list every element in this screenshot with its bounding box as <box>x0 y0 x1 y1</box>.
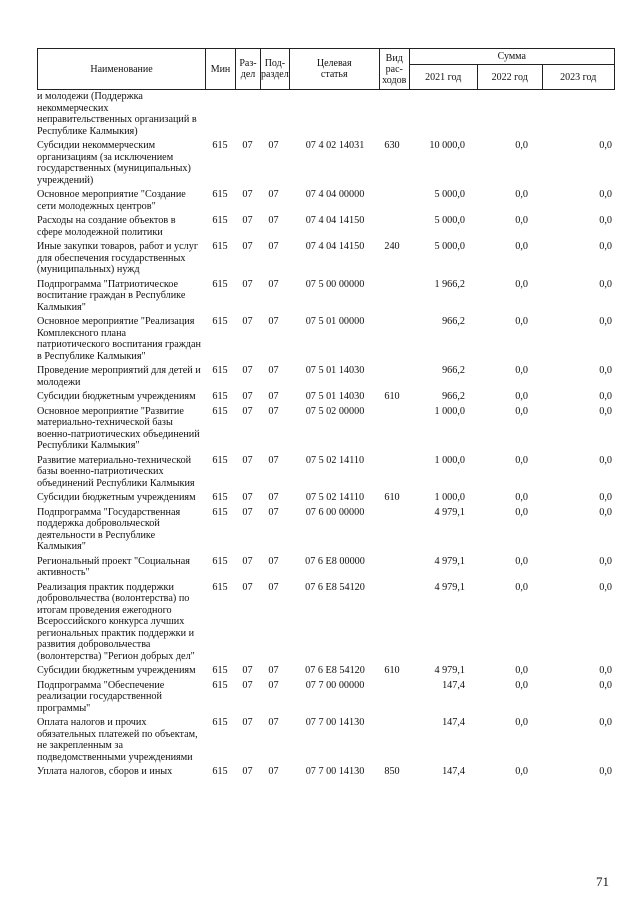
row-name: Подпрограмма "Обеспечение реализации государственной программы" <box>37 679 165 714</box>
row-razdel: 07 <box>242 506 253 518</box>
row-2022: 0,0 <box>515 405 528 417</box>
row-2022: 0,0 <box>515 215 528 226</box>
row-vr <box>377 717 407 763</box>
row-cs: 07 4 04 14150 <box>305 241 365 252</box>
row-2023: 0,0 <box>599 391 612 402</box>
row-min: 615 <box>212 679 228 691</box>
header-razdel: Раз- дел <box>236 49 261 90</box>
row-podrazdel: 07 <box>268 454 279 466</box>
row-min: 615 <box>212 391 228 402</box>
row-cs: 07 6 E8 00000 <box>305 555 365 567</box>
table-row <box>37 680 612 715</box>
row-name: Региональный проект "Социальная активность" <box>37 555 190 578</box>
table-row <box>37 717 612 763</box>
row-name: Реализация практик поддержки добровольчества (волонтерства) по итогам проведения ежегодного Всероссийского конкурса лучших региональных практик поддержки и развития добровольчества (волонтерства) "Регион добрых дел" <box>37 581 195 662</box>
row-2022: 0,0 <box>515 316 528 327</box>
row-podrazdel: 07 <box>268 241 279 252</box>
row-razdel: 07 <box>242 665 253 676</box>
row-name: Развитие материально-технической базы военно-патриотических объединений Республики Калмыкия <box>37 454 195 489</box>
row-2021: 10 000,0 <box>429 140 465 151</box>
row-2023: 0,0 <box>599 555 612 567</box>
header-2021: 2021 год <box>409 65 477 90</box>
row-razdel: 07 <box>242 555 253 567</box>
page-number: 71 <box>596 874 609 889</box>
row-name: и молодежи (Поддержка некоммерческих неправительственных организаций в Республике Калмыкия) <box>37 91 197 137</box>
row-cs: 07 5 02 14110 <box>305 492 365 503</box>
row-podrazdel: 07 <box>268 581 279 593</box>
row-2022: 0,0 <box>515 555 528 567</box>
row-name: Подпрограмма "Патриотическое воспитание граждан в Республике Калмыкия" <box>37 278 186 313</box>
row-min: 615 <box>212 492 228 503</box>
row-vr <box>377 507 407 553</box>
row-razdel: 07 <box>242 316 253 327</box>
row-2022: 0,0 <box>515 766 528 777</box>
row-2022: 0,0 <box>515 717 528 728</box>
row-razdel: 07 <box>242 140 253 151</box>
header-2022: 2022 год <box>477 65 542 90</box>
row-vr: 630 <box>384 140 400 151</box>
row-razdel: 07 <box>242 454 253 466</box>
row-2022: 0,0 <box>515 278 528 290</box>
row-2022: 0,0 <box>515 665 528 676</box>
row-vr: 850 <box>384 766 400 777</box>
row-vr: 610 <box>384 492 400 503</box>
row-name: Расходы на создание объектов в сфере молодежной политики <box>37 215 176 238</box>
row-2022: 0,0 <box>515 140 528 151</box>
row-min: 615 <box>212 278 228 290</box>
row-vr: 610 <box>384 391 400 402</box>
row-cs: 07 7 00 14130 <box>305 766 365 777</box>
row-podrazdel: 07 <box>268 766 279 777</box>
row-2023: 0,0 <box>599 581 612 593</box>
row-vr <box>377 279 407 314</box>
row-2023 <box>540 91 612 137</box>
row-min: 615 <box>212 766 228 777</box>
table-row <box>37 279 612 314</box>
row-2021: 147,4 <box>442 766 465 777</box>
row-name: Основное мероприятие "Реализация Комплексного плана патриотического воспитания граждан в Республике Калмыкия" <box>37 316 201 362</box>
row-podrazdel: 07 <box>268 189 279 200</box>
table-row <box>37 582 612 663</box>
row-vr <box>377 406 407 452</box>
row-razdel: 07 <box>242 766 253 777</box>
row-podrazdel: 07 <box>268 679 279 691</box>
row-2021: 5 000,0 <box>434 241 465 252</box>
row-2022: 0,0 <box>515 241 528 252</box>
row-vr: 610 <box>384 665 400 676</box>
table-row <box>37 391 612 403</box>
row-2021: 5 000,0 <box>434 215 465 226</box>
row-cs: 07 6 00 00000 <box>305 506 365 518</box>
table-row <box>37 455 612 490</box>
row-cs: 07 4 04 00000 <box>305 189 365 200</box>
row-name: Субсидии бюджетным учреждениям <box>37 665 196 676</box>
row-name: Иные закупки товаров, работ и услуг для обеспечения государственных (муниципальных) нужд <box>37 241 198 275</box>
row-2023: 0,0 <box>599 679 612 691</box>
row-cs: 07 5 00 00000 <box>305 278 365 290</box>
table-header <box>37 48 615 90</box>
row-min: 615 <box>212 506 228 518</box>
row-2023: 0,0 <box>599 215 612 226</box>
table-row <box>37 91 612 137</box>
row-min: 615 <box>212 717 228 728</box>
row-2022: 0,0 <box>515 492 528 503</box>
row-name: Подпрограмма "Государственная поддержка добровольческой деятельности в Республике Калмыкия" <box>37 506 181 552</box>
row-2021: 966,2 <box>442 391 465 402</box>
row-vr <box>377 365 407 388</box>
row-podrazdel: 07 <box>268 506 279 518</box>
row-2023: 0,0 <box>599 189 612 200</box>
row-vr <box>377 556 407 579</box>
row-podrazdel: 07 <box>268 391 279 402</box>
row-name: Основное мероприятие "Создание сети молодежных центров" <box>37 189 186 212</box>
row-podrazdel: 07 <box>268 140 279 151</box>
row-2022: 0,0 <box>515 189 528 200</box>
table-row <box>37 406 612 452</box>
row-2023: 0,0 <box>599 365 612 376</box>
row-razdel: 07 <box>242 278 253 290</box>
row-podrazdel: 07 <box>268 365 279 376</box>
row-name: Субсидии бюджетным учреждениям <box>37 492 196 503</box>
table-body <box>37 91 612 778</box>
row-2022: 0,0 <box>515 365 528 376</box>
row-2022: 0,0 <box>515 581 528 593</box>
row-2021: 1 966,2 <box>434 278 465 290</box>
row-vr <box>377 582 407 663</box>
row-cs: 07 7 00 00000 <box>305 679 365 691</box>
row-cs: 07 5 01 14030 <box>305 391 365 402</box>
row-cs: 07 5 02 00000 <box>305 405 365 417</box>
row-podrazdel: 07 <box>268 278 279 290</box>
row-2021: 147,4 <box>442 717 465 728</box>
header-2023: 2023 год <box>542 65 614 90</box>
row-2022: 0,0 <box>515 506 528 518</box>
row-podrazdel: 07 <box>268 405 279 417</box>
row-2021: 1 000,0 <box>434 492 465 503</box>
row-min: 615 <box>212 215 228 226</box>
row-2021: 147,4 <box>442 679 465 691</box>
row-vr <box>377 189 407 212</box>
row-2023: 0,0 <box>599 492 612 503</box>
table-row <box>37 189 612 212</box>
row-podrazdel <box>260 91 287 137</box>
table-row <box>37 316 612 362</box>
row-name: Проведение мероприятий для детей и молодежи <box>37 365 201 388</box>
row-2023: 0,0 <box>599 717 612 728</box>
header-min: Мин <box>206 49 236 90</box>
row-cs <box>287 91 377 137</box>
row-name: Основное мероприятие "Развитие материально-технической базы военно-патриотических объединений Республики Калмыкия" <box>37 405 200 451</box>
row-vr <box>377 215 407 238</box>
row-razdel: 07 <box>242 492 253 503</box>
row-razdel <box>235 91 260 137</box>
row-podrazdel: 07 <box>268 316 279 327</box>
row-cs: 07 4 02 14031 <box>305 140 365 151</box>
row-min: 615 <box>212 665 228 676</box>
row-razdel: 07 <box>242 365 253 376</box>
header-cs: Целевая статья <box>289 49 379 90</box>
row-2023: 0,0 <box>599 665 612 676</box>
row-2023: 0,0 <box>599 506 612 518</box>
row-cs: 07 6 E8 54120 <box>305 581 365 593</box>
row-2023: 0,0 <box>599 278 612 290</box>
row-2023: 0,0 <box>599 316 612 327</box>
row-min: 615 <box>212 365 228 376</box>
row-2023: 0,0 <box>599 405 612 417</box>
row-name: Субсидии бюджетным учреждениям <box>37 391 196 402</box>
header-summa: Сумма <box>409 49 614 65</box>
row-vr <box>377 91 407 137</box>
row-2021: 5 000,0 <box>434 189 465 200</box>
table-row <box>37 365 612 388</box>
row-name: Субсидии некоммерческим организациям (за исключением государственных (муниципальных) учреждений) <box>37 140 191 186</box>
table-row <box>37 665 612 677</box>
row-min: 615 <box>212 555 228 567</box>
row-cs: 07 5 01 00000 <box>305 316 365 327</box>
row-razdel: 07 <box>242 405 253 417</box>
row-cs: 07 5 02 14110 <box>305 454 365 466</box>
row-cs: 07 6 E8 54120 <box>305 665 365 676</box>
row-2023: 0,0 <box>599 241 612 252</box>
row-min: 615 <box>212 241 228 252</box>
row-2023: 0,0 <box>599 766 612 777</box>
row-podrazdel: 07 <box>268 492 279 503</box>
row-razdel: 07 <box>242 581 253 593</box>
row-razdel: 07 <box>242 679 253 691</box>
row-razdel: 07 <box>242 717 253 728</box>
row-razdel: 07 <box>242 391 253 402</box>
row-2022: 0,0 <box>515 679 528 691</box>
row-2022: 0,0 <box>515 391 528 402</box>
row-vr <box>377 680 407 715</box>
table-row <box>37 492 612 504</box>
row-2021: 4 979,1 <box>434 665 465 676</box>
row-2021: 4 979,1 <box>434 581 465 593</box>
row-2023: 0,0 <box>599 454 612 466</box>
table-row <box>37 241 612 276</box>
row-name: Оплата налогов и прочих обязательных платежей по объектам, не закрепленным за подведомственными учреждениями <box>37 717 198 763</box>
row-2023: 0,0 <box>599 140 612 151</box>
row-cs: 07 4 04 14150 <box>305 215 365 226</box>
row-podrazdel: 07 <box>268 717 279 728</box>
row-razdel: 07 <box>242 241 253 252</box>
row-cs: 07 5 01 14030 <box>305 365 365 376</box>
row-cs: 07 7 00 14130 <box>305 717 365 728</box>
row-vr: 240 <box>384 241 400 252</box>
table-row <box>37 556 612 579</box>
row-name: Уплата налогов, сборов и иных <box>37 766 173 777</box>
table-row <box>37 215 612 238</box>
row-min: 615 <box>212 405 228 417</box>
row-vr <box>377 455 407 490</box>
row-podrazdel: 07 <box>268 555 279 567</box>
row-min: 615 <box>212 140 228 151</box>
header-name: Наименование <box>38 49 206 90</box>
table-row <box>37 507 612 553</box>
row-2021: 966,2 <box>442 365 465 376</box>
row-min: 615 <box>212 316 228 327</box>
row-min <box>205 91 235 137</box>
row-min: 615 <box>212 581 228 593</box>
row-2021: 1 000,0 <box>434 454 465 466</box>
header-podrazdel: Под- раздел <box>261 49 290 90</box>
row-2021: 966,2 <box>442 316 465 327</box>
table-row <box>37 766 612 778</box>
row-podrazdel: 07 <box>268 665 279 676</box>
row-razdel: 07 <box>242 215 253 226</box>
row-2021: 4 979,1 <box>434 506 465 518</box>
table-row <box>37 140 612 186</box>
row-min: 615 <box>212 189 228 200</box>
row-2021: 4 979,1 <box>434 555 465 567</box>
row-vr <box>377 316 407 362</box>
row-2022: 0,0 <box>515 454 528 466</box>
row-razdel: 07 <box>242 189 253 200</box>
row-podrazdel: 07 <box>268 215 279 226</box>
row-min: 615 <box>212 454 228 466</box>
header-vr: Вид рас- ходов <box>379 49 409 90</box>
row-2021 <box>407 91 475 137</box>
row-2022 <box>475 91 540 137</box>
row-2021: 1 000,0 <box>434 405 465 417</box>
